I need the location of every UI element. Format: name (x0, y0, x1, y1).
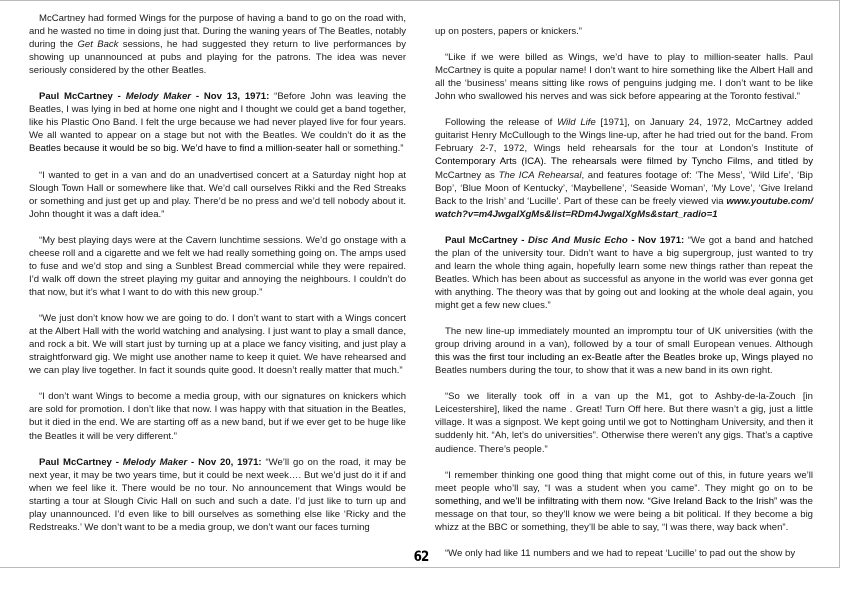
text-run: Following the release of (445, 117, 558, 129)
text-run: sessions, he had suggested they return to live performances by showing up unannounced at pubs and playing for the patrons. The idea was never seriously considered by the other Beatles. (29, 39, 406, 77)
quote-date: - Nov 20, 1971: (187, 456, 262, 468)
text-run-dark: something, and we’ll be infiltrating with them now. “Give Ireland Back to the Irish” was (435, 495, 797, 507)
publication-name: Melody Maker (122, 456, 188, 468)
quote-paragraph-disc-music-echo (435, 234, 813, 312)
text-run-dark: this was the first tour including an ex-Beatle after the Beatles broke up, Wings played (435, 352, 800, 364)
publication-name: Disc And Music Echo (528, 234, 628, 246)
page-number: 62 (413, 549, 429, 565)
text-run-dark: Contemporary Arts (ICA). The rehearsals were filmed by Tyncho Films, and titled by (435, 156, 813, 168)
continued-paragraph: up on posters, papers or knickers.” (435, 26, 582, 37)
page-border-top (0, 0, 839, 1)
quote-paragraph: “My best playing days were at the Cavern lunchtime sessions. We’d go onstage with a cheese roll and a cigarette and we felt we had really something going on. The amps used to fuse and we’d stop and sing a Sunblest Bread commercial while they were repaired. I’d walk off down the street playing my guitar and annoying the neighbours. I couldn’t do that now, but it’s what I want to do with this new group.” (29, 234, 406, 298)
publication-name: Melody Maker (125, 91, 192, 103)
university-tour-paragraph (435, 325, 813, 377)
film-title: The ICA Rehearsal (498, 169, 582, 181)
ica-rehearsal-paragraph (435, 116, 813, 220)
text-run: McCartney as (435, 169, 499, 181)
quote-paragraph: “Like if we were billed as Wings, we’d have to play to million-seater halls. Paul McCartney is quite a popular name! I don’t want to hire something like the Albert Hall and all the ‘business’ means sitting like rows of penguins judging me. I don’t want to be like John who swallowed his nerves and was sick before appearing at the Toronto festival.” (435, 52, 813, 103)
quote-paragraph: “We only had like 11 numbers and we had to repeat ‘Lucille’ to pad out the show by (445, 547, 796, 559)
page-border-right (839, 0, 840, 567)
quote-attribution: Paul McCartney - (39, 456, 123, 468)
quote-attribution: Paul McCartney - (39, 91, 126, 103)
quote-paragraph: “I don’t want Wings to become a media group, with our signatures on knickers which are sold for promotion. I don’t like that now. I was happy with that situation in the Beatles, but it died in the end. We are starting off as a new band, but if we ever get to be huge like the Beatles it will be very different.” (29, 391, 406, 442)
text-run: The new line-up immediately mounted an impromptu tour of UK universities (with the group driving around in a van), followed by a tour of small European venues. Although (435, 326, 813, 351)
text-run: McCartney had formed Wings for the purpose of having a band to go on the road with, and he wasted no time in doing just that. During the waning years of The Beatles, notably during the (29, 13, 406, 51)
quote-date: - Nov 13, 1971: (191, 91, 270, 103)
quote-paragraph: “So we literally took off in a van up the M1, got to Ashby-de-la-Zouch [in Leicestershire], liked the name . Great! Turn Off here. But there wasn’t a gig, just a little village. It was a signpost. We kept going until we got to Nottingham University, and then it suddenly hit. “Ah, let’s do universities”. Otherwise there weren’t any gigs. That’s a captive audience. There’s people.” (435, 391, 813, 455)
text-run: no Beatles numbers during the tour, to show that it was a new band in its own right. (435, 352, 813, 377)
quote-paragraph-melody-maker-nov13 (29, 90, 406, 155)
intro-paragraph (29, 12, 406, 77)
left-column (29, 12, 406, 547)
text-run: “We’ll go on the road, it may be next year, it may be two years time, but it could be next week…. But we’d just do it if and when we feel like it. There would be no tour. No announcement that Wings would be starting a tour at Slough Civic Hall on such and such a date. I’d just like to turn up and play unannounced. I’d even like to bill ourselves as something else like ‘Ricky and the Redstreaks.’ We don’t want to be a media group, we don’t want our faces turning (29, 456, 407, 533)
text-run: [1971], on January 24, 1972, McCartney added guitarist Henry McCullough to the Wings line-up, after he had tried out for the band. From February 2-7, 1972, Wings held rehearsals for the tour at London’s Institute of (435, 117, 813, 155)
quote-attribution: Paul McCartney - (445, 234, 529, 246)
album-title-get-back: Get Back (77, 39, 119, 51)
quote-paragraph (435, 469, 813, 534)
text-run: “I remember thinking one good thing that might come out of this, in future years we’ll meet people who’ll say, “I was a student when you came”. They might go on to be (435, 469, 813, 494)
quote-paragraph: “I wanted to get in a van and do an unadvertised concert at a Saturday night hop at Slough Town Hall or somewhere like that. We’d call ourselves Rikki and the Red Streaks or something and just get up and play. There’d be no press and we’d tell nobody about it. John thought it was a daft idea.” (29, 169, 406, 220)
text-run: or something.” (339, 143, 404, 155)
text-run: “Before John was leaving the Beatles, I was lying in bed at home one night and I thought we could get a band together, like his Plastic Ono Band. I felt the urge because we had never played live for four years. We all wanted to appear on a stage but not with the Beatles. We couldn’t (29, 91, 407, 142)
quote-paragraph: “We just don’t know how we are going to do. I don’t want to start with a Wings concert at the Albert Hall with the world watching and analysing. I just want to play a small dance, and rock a bit. We will start just by turning up at a place we fancy visiting, and just play a straightforward gig. We might use another name to keep it quiet. We have rehearsed and we can play live together. In fact it sounds quite good. It doesn’t really matter that much.” (29, 313, 406, 377)
text-run: , and features footage of: ‘The Mess’, ‘Wild Life’, ‘Bip Bop’, ‘Blue Moon of Kentucky’, ‘Maybellene’, ‘Seaside Woman’, ‘My Love’, ‘Give Ireland Back to the Irish’ and ‘Lucille’. Part of these can be freely viewed via (435, 169, 813, 207)
text-run: the message on that tour, so they’ll know we were being a bit political. If they become a big whizz at the BBC or something, they’ll be able to say, “I was there, way back when”. (435, 495, 813, 533)
quote-date: - Nov 1971: (627, 234, 685, 246)
album-title-wild-life: Wild Life (557, 117, 596, 129)
right-column (435, 25, 813, 573)
text-run-dark: do it as the Beatles because it would be so big. We’d have to find a million-seater hall (29, 130, 406, 155)
text-run: “We got a band and hatched the plan of the university tour. Didn’t want to have a big supergroup, just wanted to try and learn the whole thing again, hopefully learn some new things rather than repeat the Beatles. Which has been about as successful as anyone in the world was ever gonna get with anything. The theory was that by going out and looking at the whole deal again, you might get a few new clues.” (435, 234, 814, 311)
quote-paragraph-melody-maker-nov20 (29, 456, 406, 534)
youtube-link[interactable]: www.youtube.com/watch?v=m4JwgalXgMs&list=RDm4JwgalXgMs&start_radio=1 (435, 195, 813, 220)
